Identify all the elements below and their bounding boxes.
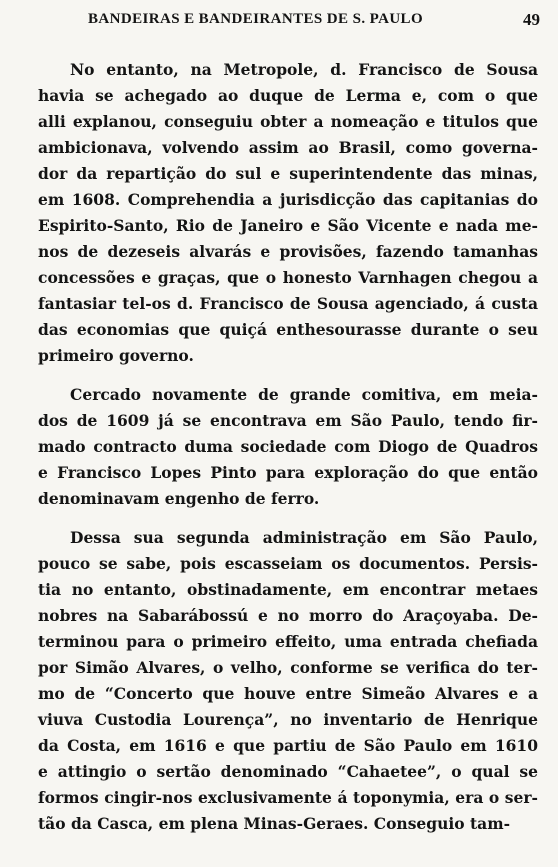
text-line: nobres na Sabarábossú e no morro do Araçoyaba. De-: [38, 606, 538, 625]
text-line: nos de dezeseis alvarás e provisões, fazendo tamanhas: [38, 242, 538, 261]
text-line: primeiro governo.: [38, 346, 194, 365]
text-line: fantasiar tel-os d. Francisco de Sousa agenciado, á custa: [38, 294, 538, 313]
text-line: em 1608. Comprehendia a jurisdicção das capitanias do: [38, 190, 538, 209]
text-line: viuva Custodia Lourença”, no inventario de Henrique: [38, 710, 538, 729]
body-text: [38, 57, 538, 850]
text-line: da Costa, em 1616 e que partiu de São Paulo em 1610: [38, 736, 538, 755]
paragraph: [38, 525, 538, 837]
text-line: dos de 1609 já se encontrava em São Paulo, tendo fir-: [38, 411, 538, 430]
text-line: ambicionava, volvendo assim ao Brasil, como governa-: [38, 138, 538, 157]
text-line: por Simão Alvares, o velho, conforme se verifica do ter-: [38, 658, 538, 677]
text-line: Espirito-Santo, Rio de Janeiro e São Vicente e nada me-: [38, 216, 538, 235]
text-line: concessões e graças, que o honesto Varnhagen chegou a: [38, 268, 538, 287]
text-line: havia se achegado ao duque de Lerma e, com o que: [38, 86, 538, 105]
running-head: BANDEIRAS E BANDEIRANTES DE S. PAULO: [88, 11, 424, 27]
text-line: No entanto, na Metropole, d. Francisco de Sousa: [70, 60, 538, 79]
text-line: e attingio o sertão denominado “Cahaetee”, o qual se: [38, 762, 538, 781]
text-line: tia no entanto, obstinadamente, em encontrar metaes: [38, 580, 538, 599]
text-line: pouco se sabe, pois escasseiam os documentos. Persis-: [38, 554, 538, 573]
paragraph: [38, 382, 538, 512]
text-line: mado contracto duma sociedade com Diogo de Quadros: [38, 437, 538, 456]
page-header: [88, 9, 540, 35]
text-line: formos cingir-nos exclusivamente á toponymia, era o ser-: [38, 788, 538, 807]
paragraph: [38, 57, 538, 369]
text-line: Cercado novamente de grande comitiva, em meia-: [70, 385, 538, 404]
page-number: 49: [523, 10, 540, 29]
text-line: mo de “Concerto que houve entre Simeão Alvares e a: [38, 684, 538, 703]
text-line: e Francisco Lopes Pinto para exploração do que então: [38, 463, 538, 482]
text-line: tão da Casca, em plena Minas-Geraes. Conseguio tam-: [38, 814, 511, 833]
text-line: dor da repartição do sul e superintendente das minas,: [38, 164, 538, 183]
text-line: das economias que quiçá enthesourasse durante o seu: [38, 320, 538, 339]
text-line: terminou para o primeiro effeito, uma entrada chefiada: [38, 632, 538, 651]
text-line: Dessa sua segunda administração em São Paulo,: [70, 528, 538, 547]
text-line: denominavam engenho de ferro.: [38, 489, 320, 508]
text-line: alli explanou, conseguiu obter a nomeação e titulos que: [38, 112, 538, 131]
